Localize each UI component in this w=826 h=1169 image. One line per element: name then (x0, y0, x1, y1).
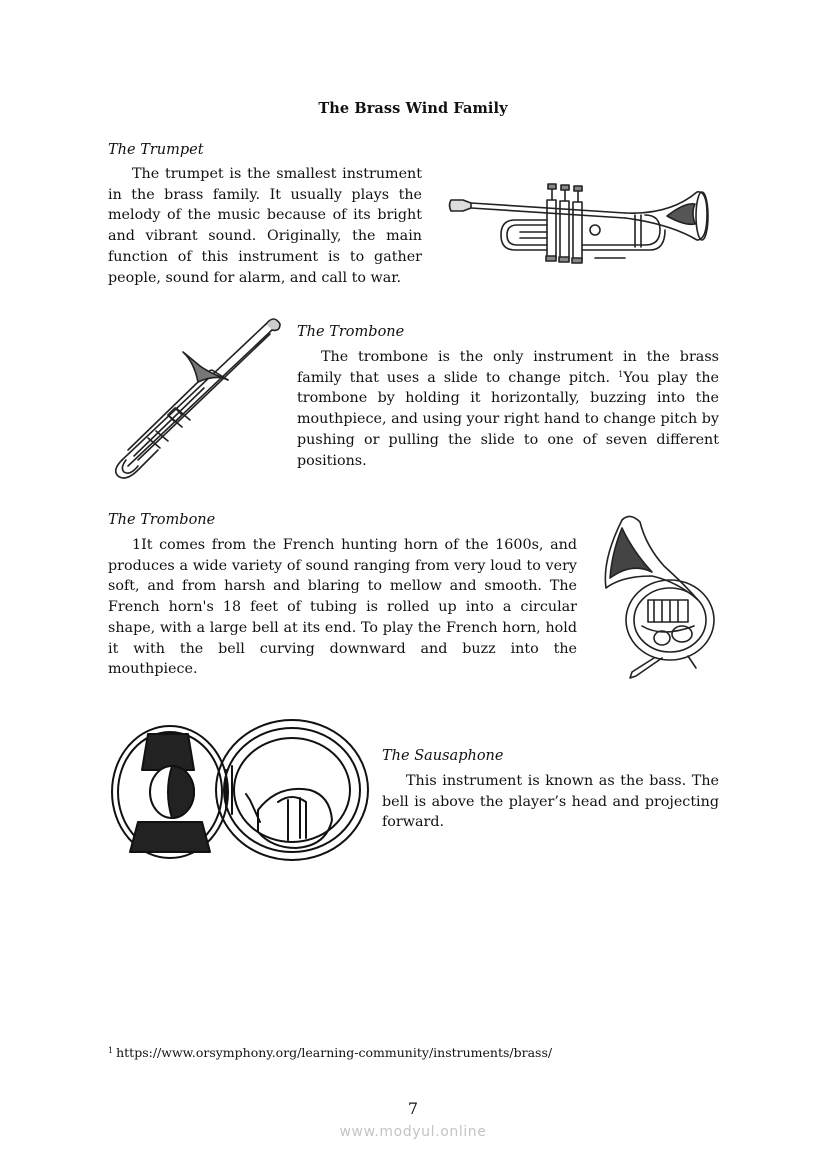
sousaphone-heading: The Sausaphone (382, 748, 504, 764)
french-horn-illustration (592, 510, 720, 685)
trumpet-illustration (445, 170, 715, 275)
footnote-reference: 1 (618, 369, 624, 379)
watermark: www.modyul.online (339, 1124, 487, 1140)
trumpet-heading: The Trumpet (108, 142, 204, 158)
footnote (108, 1045, 552, 1060)
trombone-body: The trombone is the only instrument in the brass family that uses a slide to change pitch. $^1$You play the trombone by holding it horizontally, buzzing into the mouthpiece, and using your right hand to change pitch by pushing or pulling the slide to one of seven different positions. (297, 349, 719, 469)
page-number: 7 (407, 1099, 419, 1118)
french-horn-heading: The Trombone (108, 512, 216, 528)
page-title: The Brass Wind Family (318, 100, 508, 117)
footnote-link[interactable]: https://www.orsymphony.org/learning-community/instruments/brass/ (116, 1045, 553, 1060)
trombone-heading: The Trombone (297, 324, 405, 340)
footnote-marker: 1 (108, 1046, 114, 1055)
sousaphone-body: This instrument is known as the bass. The bell is above the player’s head and projecting forward. (382, 773, 719, 831)
trumpet-body: The trumpet is the smallest instrument in the brass family. It usually plays the melody of the music because of its bright and vibrant sound. Originally, the main function of this instrument is to gather people, sound for alarm, and call to war. (108, 166, 422, 286)
sousaphone-illustration (108, 710, 373, 870)
trombone-illustration (108, 310, 283, 480)
french-horn-body: 1It comes from the French hunting horn of the 1600s, and produces a wide variety of sound ranging from very loud to very soft, and from harsh and blaring to mellow and smooth. The French horn's 18 feet of tubing is rolled up into a circular shape, with a large bell at its end. To play the French horn, hold it with the bell curving downward and buzz into the mouthpiece. (108, 537, 577, 678)
